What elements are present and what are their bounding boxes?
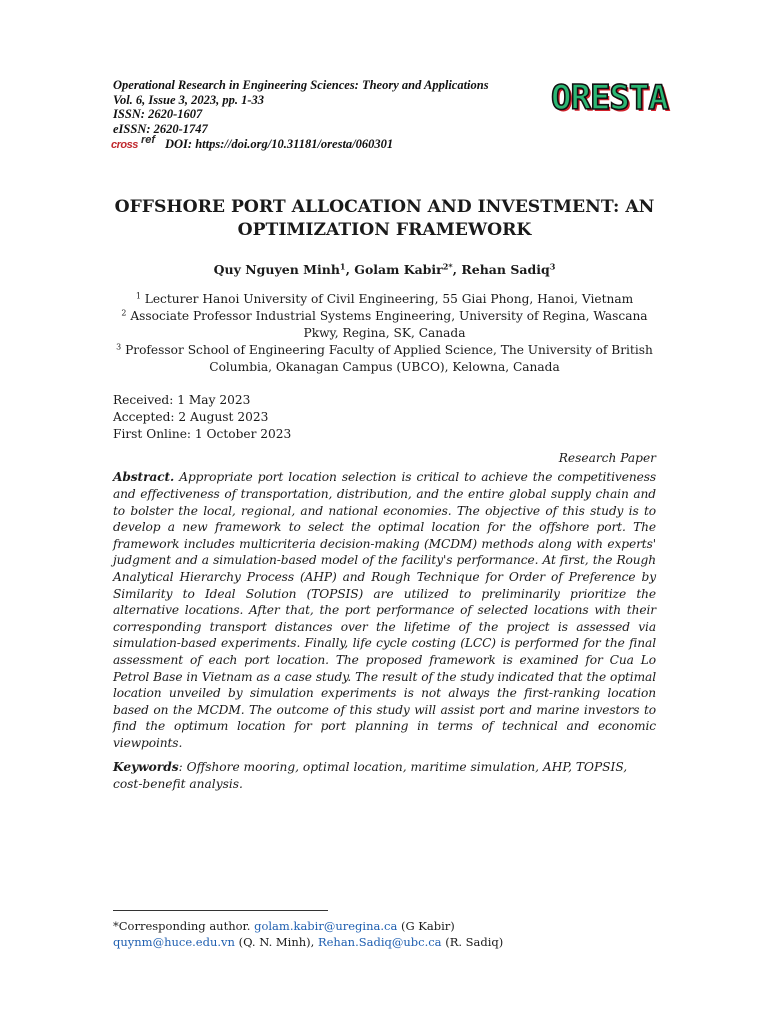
journal-name: Operational Research in Engineering Sciences: Theory and Applications (113, 78, 489, 92)
received-date: Received: 1 May 2023 (113, 393, 251, 408)
footnote-line-2 (113, 934, 503, 950)
title-line-2: OPTIMIZATION FRAMEWORK (237, 220, 532, 241)
email-link-sadiq[interactable]: Rehan.Sadiq@ubc.ca (317, 935, 442, 949)
accepted-date: Accepted: 2 August 2023 (113, 410, 269, 425)
author-separator: , (452, 262, 462, 278)
affiliation-text: Associate Professor Industrial Systems Engineering, University of Regina, Wascana Pkwy, Regina, SK, Canada (130, 309, 648, 341)
paper-page (113, 78, 656, 793)
paper-type: Research Paper (558, 451, 656, 466)
crossref-logo-icon: cross ref (111, 134, 156, 151)
author-mark: 2* (442, 261, 453, 272)
footnote-author: (G Kabir) (397, 919, 455, 933)
journal-issn: ISSN: 2620-1607 (113, 107, 203, 122)
journal-volume: Vol. 6, Issue 3, 2023, pp. 1-33 (113, 92, 265, 107)
doi-link[interactable]: DOI: https://doi.org/10.31181/oresta/060301 (165, 137, 394, 152)
affiliation-list (113, 291, 656, 376)
email-link-kabir[interactable]: golam.kabir@uregina.ca (254, 919, 398, 933)
title-line-1: OFFSHORE PORT ALLOCATION AND INVESTMENT: AN (114, 197, 655, 218)
affiliation-1 (113, 291, 656, 308)
abstract (113, 469, 656, 751)
email-link-minh[interactable]: quynm@huce.edu.vn (113, 935, 235, 949)
author-separator: , (345, 262, 355, 278)
keywords-label: Keywords (113, 760, 179, 775)
author-name: Rehan Sadiq (461, 262, 550, 278)
footnote-author: (R. Sadiq) (441, 935, 504, 949)
footnote-author: (Q. N. Minh), (234, 935, 318, 949)
author-mark: 3 (549, 261, 556, 272)
affiliation-3 (113, 342, 656, 376)
affiliation-mark: 1 (135, 292, 141, 302)
abstract-label: Abstract. (113, 470, 175, 485)
author-mark: 1 (339, 261, 346, 272)
paper-title (113, 196, 656, 242)
author-name: Golam Kabir (354, 262, 443, 278)
footnote (113, 918, 503, 950)
article-dates (113, 392, 656, 443)
author-list (113, 262, 656, 277)
keywords-text: : Offshore mooring, optimal location, maritime simulation, AHP, TOPSIS, cost-benefit analysis. (113, 760, 628, 792)
abstract-text: Appropriate port location selection is critical to achieve the competitiveness and effectiveness of transportation, distribution, and the entire global supply chain and to bolster the local, regional, and national economies. The objective of this study is to develop a new framework to select the optimal location for the offshore port. The framework includes multicriteria decision-making (MCDM) methods along with experts' judgment and a simulation-based model of the facility's performance. At first, the Rough Analytical Hierarchy Process (AHP) and Rough Technique for Order of Preference by Similarity to Ideal Solution (TOPSIS) are utilized to preliminarily prioritize the alternative locations. After that, the port performance of selected locations with their corresponding transport distances over the lifetime of the project is assessed via simulation-based experiments. Finally, life cycle costing (LCC) is performed for the final assessment of each port location. The proposed framework is examined for Cua Lo Petrol Base in Vietnam as a case study. The result of the study indicated that the optimal location unveiled by simulation experiments is not always the first-ranking location based on the MCDM. The outcome of this study will assist port and marine investors to find the optimum location for port planning in terms of technical and economic viewpoints. (113, 470, 656, 750)
affiliation-text: Professor School of Engineering Faculty of Applied Science, The University of British Columbia, Okanagan Campus (UBCO), Kelowna, Canada (125, 343, 653, 375)
author-name: Quy Nguyen Minh (213, 262, 340, 278)
keywords (113, 759, 656, 792)
oresta-logo: ORESTA (551, 78, 668, 118)
doi-row (111, 136, 656, 152)
footnote-line-1 (113, 918, 503, 934)
affiliation-2 (113, 308, 656, 342)
online-date: First Online: 1 October 2023 (113, 427, 292, 442)
footnote-divider (113, 910, 328, 911)
footnote-prefix: *Corresponding author. (113, 919, 255, 933)
affiliation-mark: 2 (121, 309, 127, 319)
affiliation-mark: 3 (116, 343, 122, 353)
journal-eissn: eISSN: 2620-1747 (113, 121, 208, 136)
affiliation-text: Lecturer Hanoi University of Civil Engineering, 55 Giai Phong, Hanoi, Vietnam (144, 292, 634, 307)
